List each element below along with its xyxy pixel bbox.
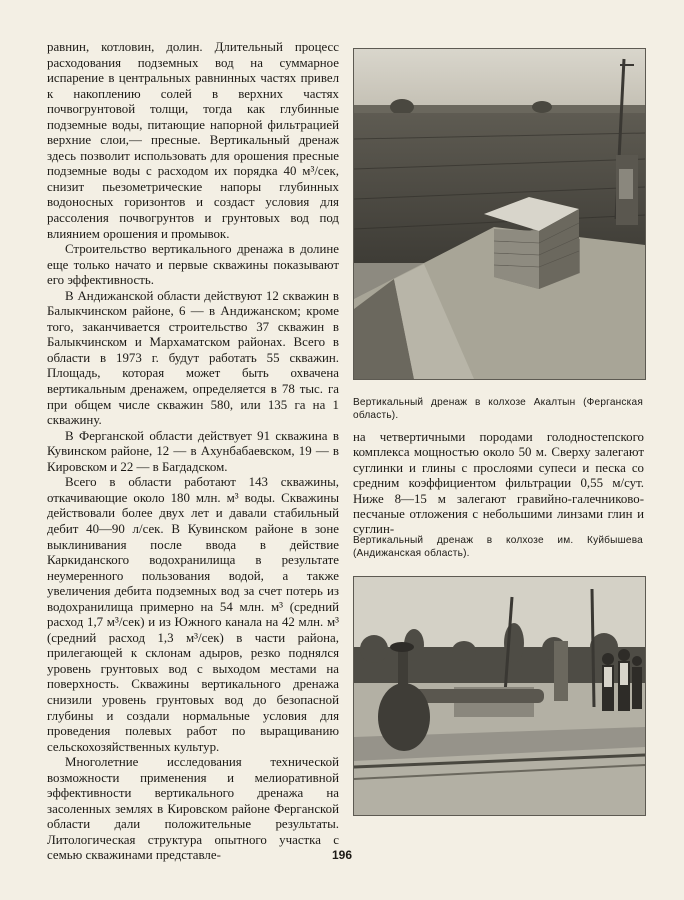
photo-well-site	[353, 576, 646, 816]
page-number: 196	[331, 848, 353, 862]
paragraph: на четвертичными породами голодностепского комплекса мощностью около 50 м. Сверху залегают суглинки и глины с прослоями супеси и песка со средним коэффициентом фильтрации 0,55 м/сут. Ниже 8—15 м залегают гравийно-галечниково-песчаные отложения с небольшими линзами глин и суглин-	[353, 430, 644, 537]
paragraph: Строительство вертикального дренажа в долине еще только начато и первые скважины показывают его эффективность.	[47, 242, 339, 288]
paragraph: В Ферганской области действует 91 скважина в Кувинском районе, 12 — в Ахунбабаевском, 19 — в Кировском и 22 — в Багдадском.	[47, 428, 339, 474]
well-site-illustration	[354, 577, 645, 815]
paragraph: равнин, котловин, долин. Длительный процесс расходования подземных вод на суммарное испарение в центральных равнинных частях привел к накоплению солей в верхних частях почвогрунтовой толщи, тогда как глубинные подземные воды, питающие напорной фильтрацией верхние слои,— пресные. Вертикальный дренаж здесь позволит использовать для орошения пресные подземные воды с расходом их порядка 40 м³/сек, снизит пьезометрические напоры глубинных водоносных горизонтов и создаст условия для рассоления почвогрунтов и грунтовых вод под влиянием орошения и промывок.	[47, 40, 339, 241]
photo-caption: Вертикальный дренаж в колхозе им. Куйбышева (Андижанская область).	[353, 535, 643, 559]
left-text-column	[47, 40, 339, 864]
paragraph: Всего в области работают 143 скважины, откачивающие около 180 млн. м³ воды. Скважины действовали более двух лет и давали стабильный дебит 40—90 л/сек. В Кувинском районе в зоне выклинивания после ввода в действие Каркиданского водохранилища в результате неумеренного пользования водой, а также увеличения дебита подземных вод за счет потерь из водохранилища примерно на 54 млн. м³ (средний расход 1,7 м³/сек) и из Южного канала на 42 млн. м³ (средний расход 1,3 м³/сек) в части района, прилегающей к склонам адыров, резко поднялся уровень грунтовых вод с выходом местами на поверхность. Скважины вертикального дренажа снизили уровень грунтовых вод до безопасной глубины и создали нормальные условия для проведения полевых работ по выращиванию сельскохозяйственных культур.	[47, 475, 339, 754]
paragraph: В Андижанской области действуют 12 скважин в Балыкчинском районе, 6 — в Андижанском; кроме того, заканчивается строительство 37 скважин в Балыкчинском и Мархаматском районах. Всего в области в 1973 г. будут работать 55 скважин. Площадь, которая может быть охвачена вертикальным дренажем, определяется в 78 тыс. га при общем числе скважин 580, или 135 га на 1 скважину.	[47, 288, 339, 428]
right-text-column	[353, 430, 644, 538]
pump-house-illustration	[354, 49, 645, 379]
paragraph: Многолетние исследования технической возможности применения и мелиоративной эффективности вертикального дренажа на засоленных землях в Кировском районе Ферганской области дали положительные результаты. Литологическая структура опытного участка с семью скважинами представле-	[47, 755, 339, 863]
photo-caption: Вертикальный дренаж в колхозе Акалтын (Ферганская область).	[353, 397, 643, 421]
photo-pump-house-field	[353, 48, 646, 380]
